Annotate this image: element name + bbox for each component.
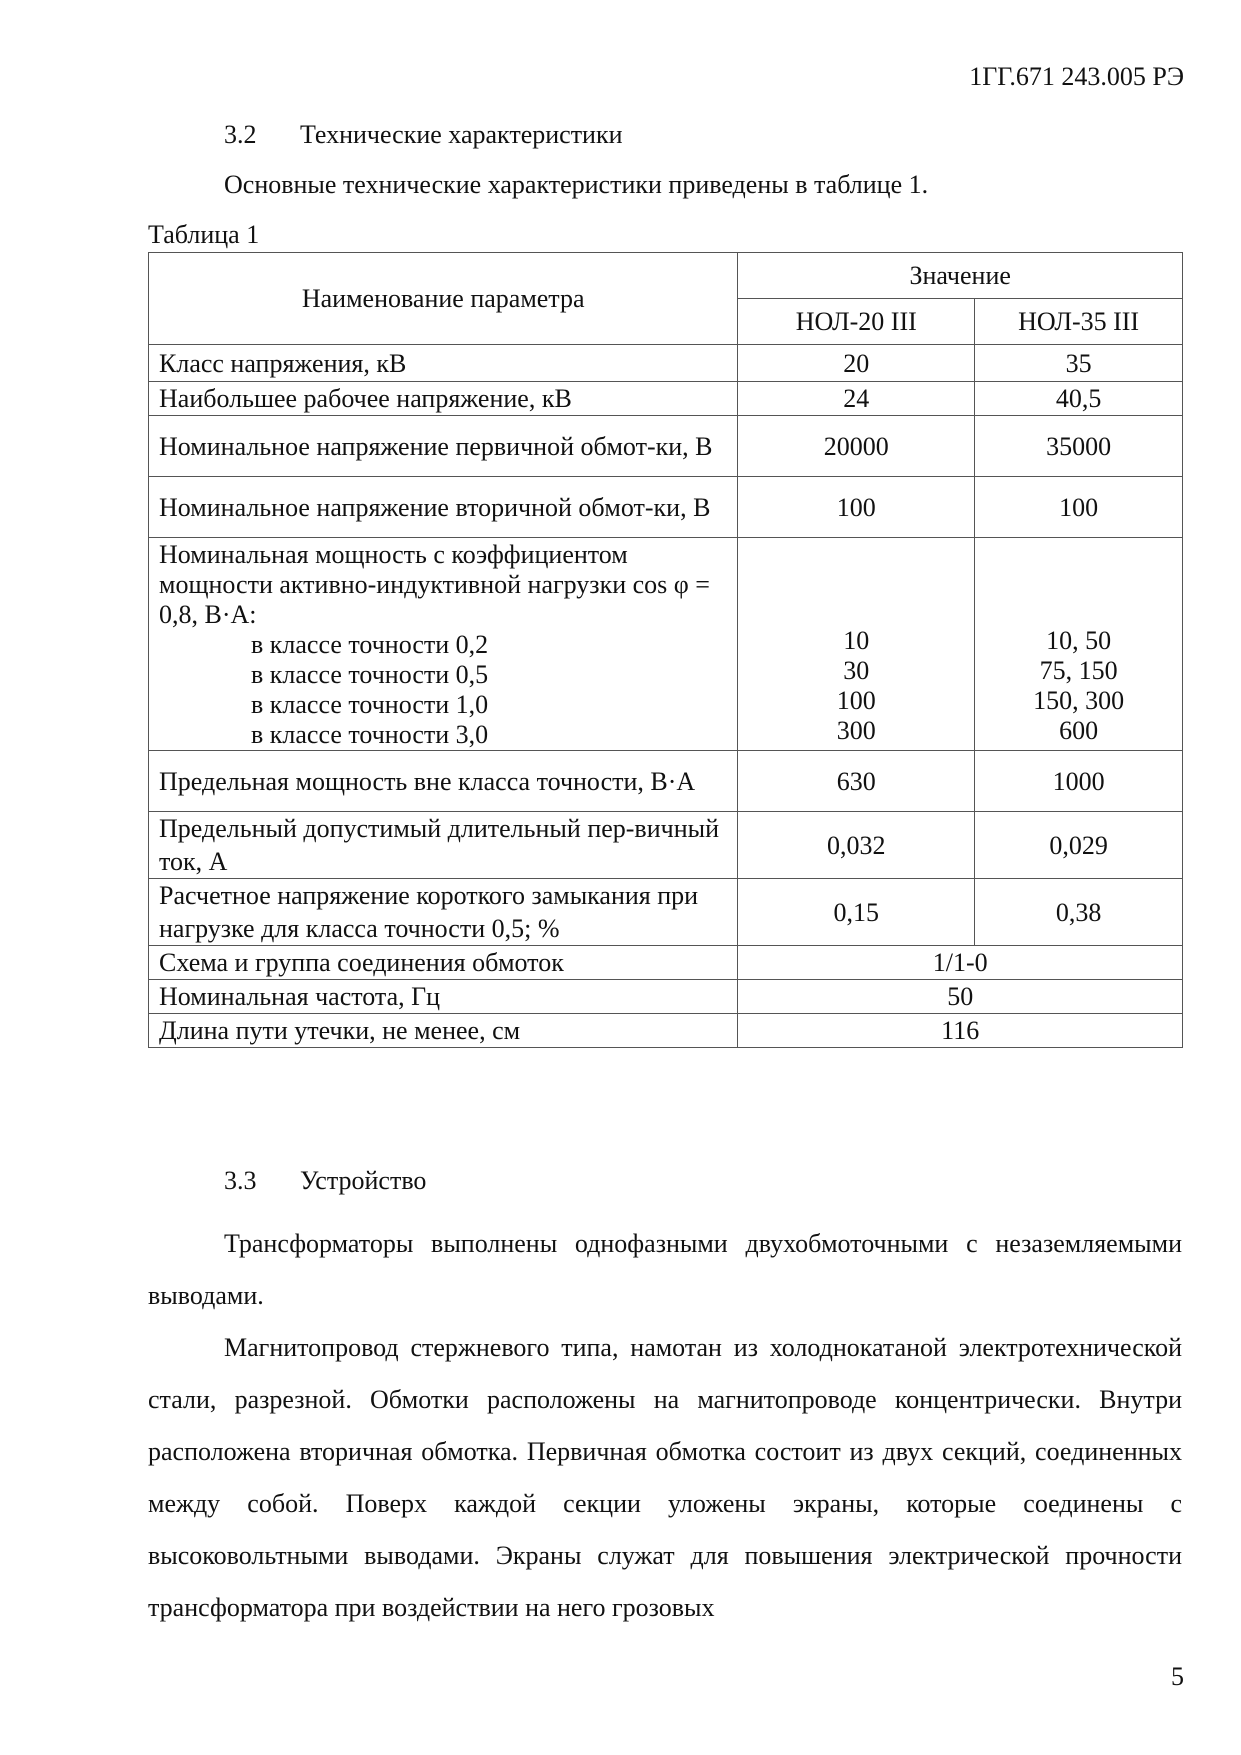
table-caption: Таблица 1	[148, 220, 260, 249]
sub-item: в классе точности 0,2	[251, 630, 489, 659]
table-row	[149, 345, 1183, 382]
table-row	[149, 382, 1183, 416]
header-col1: НОЛ-20 III	[738, 299, 975, 345]
value-col2: 40,5	[975, 382, 1183, 416]
body-paragraph-1	[148, 1218, 1182, 1322]
value-col2: 35	[975, 345, 1183, 382]
param-name: Предельный допустимый длительный пер-вичный ток, А	[149, 812, 738, 879]
value-col1: 630	[738, 751, 975, 812]
value-col2: 0,38	[975, 879, 1183, 946]
value-col2: 0,029	[975, 812, 1183, 879]
sub-value: 100	[836, 686, 876, 715]
value-merged: 50	[738, 980, 1183, 1014]
value-col2	[975, 538, 1183, 751]
section-number: 3.3	[224, 1166, 257, 1195]
param-name: Длина пути утечки, не менее, см	[149, 1014, 738, 1048]
sub-value: 600	[1059, 716, 1099, 745]
header-param: Наименование параметра	[149, 253, 738, 345]
section-heading-3-3	[224, 1166, 426, 1196]
header-col2: НОЛ-35 III	[975, 299, 1183, 345]
param-name: Номинальная частота, Гц	[149, 980, 738, 1014]
table-row	[149, 751, 1183, 812]
table-row	[149, 1014, 1183, 1048]
sub-item: в классе точности 3,0	[251, 720, 489, 749]
sub-item: в классе точности 0,5	[251, 660, 489, 689]
sub-value: 30	[843, 656, 870, 685]
sub-value: 10, 50	[1046, 626, 1112, 655]
param-name: Номинальное напряжение вторичной обмот-ки, В	[149, 477, 738, 538]
section-number: 3.2	[224, 120, 257, 149]
table-row	[149, 946, 1183, 980]
intro-paragraph: Основные технические характеристики приведены в таблице 1.	[224, 170, 929, 199]
spec-table	[148, 252, 1183, 1048]
value-merged: 116	[738, 1014, 1183, 1048]
sub-value: 10	[843, 626, 870, 655]
table-row	[149, 477, 1183, 538]
table-row	[149, 980, 1183, 1014]
page-number: 5	[1171, 1662, 1184, 1691]
section-title: Устройство	[300, 1166, 427, 1195]
body-paragraph-2	[148, 1322, 1182, 1634]
value-col1: 24	[738, 382, 975, 416]
sub-value: 75, 150	[1039, 656, 1118, 685]
sub-value: 150, 300	[1033, 686, 1125, 715]
param-name: Наибольшее рабочее напряжение, кВ	[149, 382, 738, 416]
paragraph-text: Магнитопровод стержневого типа, намотан из холоднокатаной электротехнической стали, разрезной. Обмотки расположены на магнитопроводе концентрически. Внутри расположена вторичная обмотка. Первичная обмотка состоит из двух секций, соединенных между собой. Поверх каждой секции уложены экраны, которые соединены с высоковольтными выводами. Экраны служат для повышения электрической прочности трансформатора при воздействии на него грозовых	[148, 1333, 1182, 1622]
value-col1: 20	[738, 345, 975, 382]
param-name: Расчетное напряжение короткого замыкания при нагрузке для класса точности 0,5; %	[149, 879, 738, 946]
value-col1	[738, 538, 975, 751]
param-name	[149, 538, 738, 751]
table-row	[149, 416, 1183, 477]
param-name: Номинальное напряжение первичной обмот-ки, В	[149, 416, 738, 477]
value-col1: 20000	[738, 416, 975, 477]
value-col1: 100	[738, 477, 975, 538]
param-name: Схема и группа соединения обмоток	[149, 946, 738, 980]
section-heading-3-2	[224, 120, 623, 150]
table-header-row	[149, 253, 1183, 299]
value-col1: 0,032	[738, 812, 975, 879]
param-name: Класс напряжения, кВ	[149, 345, 738, 382]
value-col2: 1000	[975, 751, 1183, 812]
table-row-power	[149, 538, 1183, 751]
param-name: Предельная мощность вне класса точности, В·А	[149, 751, 738, 812]
sub-value: 300	[836, 716, 876, 745]
value-col2: 100	[975, 477, 1183, 538]
table-row	[149, 812, 1183, 879]
header-value: Значение	[738, 253, 1183, 299]
value-col1: 0,15	[738, 879, 975, 946]
value-merged: 1/1-0	[738, 946, 1183, 980]
table-row	[149, 879, 1183, 946]
paragraph-text: Трансформаторы выполнены однофазными двухобмоточными с незаземляемыми выводами.	[148, 1229, 1182, 1310]
value-col2: 35000	[975, 416, 1183, 477]
document-code: 1ГГ.671 243.005 РЭ	[969, 62, 1184, 91]
section-title: Технические характеристики	[300, 120, 623, 149]
sub-item: в классе точности 1,0	[251, 690, 489, 719]
power-param-label: Номинальная мощность с коэффициентом мощности активно-индуктивной нагрузки cos φ = 0,8, В·А:	[159, 540, 710, 629]
